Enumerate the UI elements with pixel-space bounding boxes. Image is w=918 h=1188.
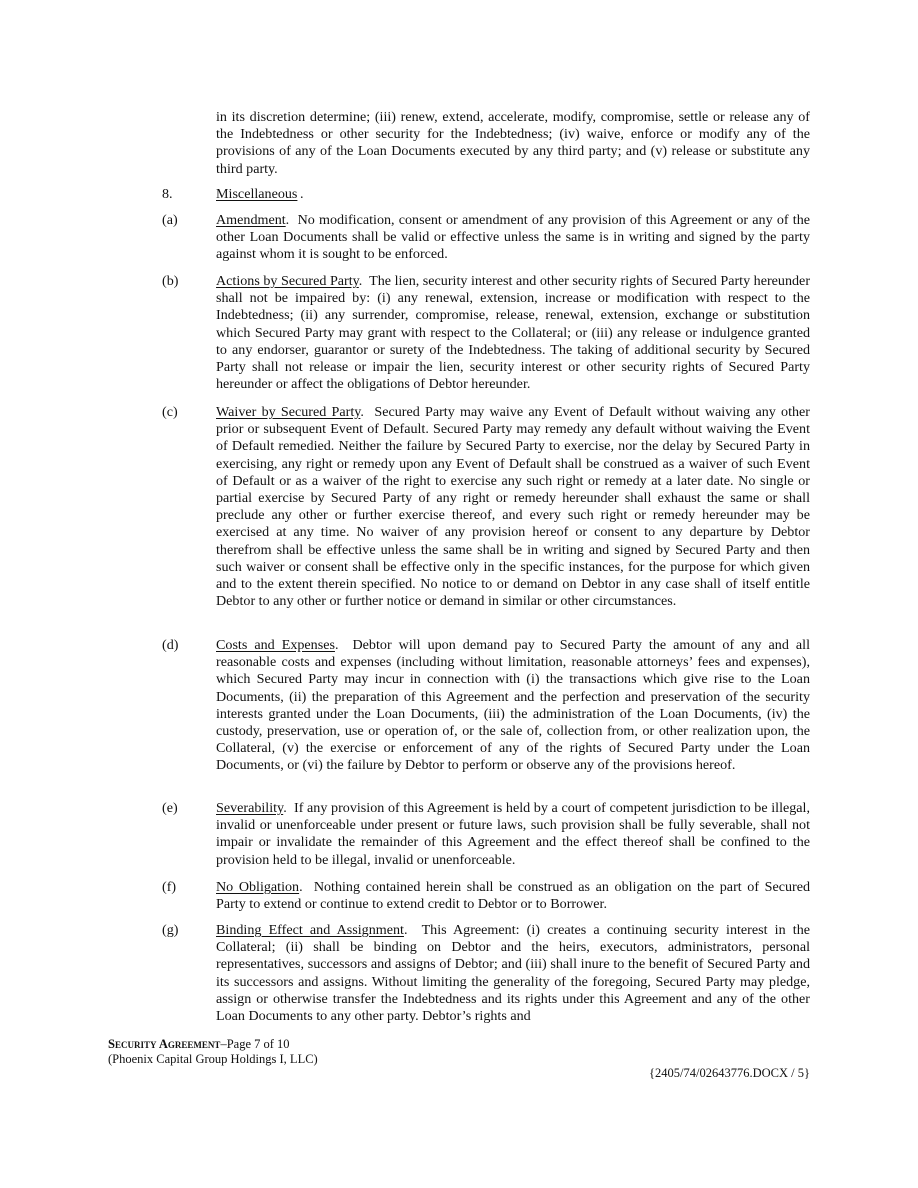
clause-e — [162, 800, 810, 869]
heading-period: . — [360, 404, 375, 420]
heading-period: . — [403, 922, 422, 938]
clause-heading: Severability — [216, 800, 284, 816]
clause-text: This Agreement: (i) creates a continuing security interest in the Collateral; (ii) shall be binding on Debtor and the heirs, executors, administrators, personal representatives, successors and assigns of Debtor; and (iii) shall inure to the benefit of Secured Party and its successors and assigns. Without limiting the generality of the foregoing, Secured Party may pledge, assign or otherwise transfer the Indebtedness and its rights under this Agreement and any of the other Loan Documents to any other party. Debtor’s rights and — [216, 922, 810, 1025]
clause-heading: Amendment — [216, 212, 286, 228]
clause-f — [162, 879, 810, 913]
clause-text: Nothing contained herein shall be construed as an obligation on the part of Secured Party to extend or continue to extend credit to Debtor or to Borrower. — [216, 879, 810, 913]
section-8-heading — [162, 186, 304, 203]
clause-label: (f) — [162, 879, 177, 895]
heading-period: . — [283, 800, 295, 816]
clause-label: (b) — [162, 273, 179, 289]
continuation-paragraph: in its discretion determine; (iii) renew, extend, accelerate, modify, compromise, settle or release any of the Indebtedness or other security for the Indebtedness; (iv) waive, enforce or modify any of the provisions of any of the Loan Documents executed by any third party; and (v) release or substitute any third party. — [216, 109, 810, 177]
section-number: 8. — [162, 186, 173, 202]
clause-b — [162, 273, 810, 393]
section-title-period: . — [300, 186, 304, 202]
clause-c — [162, 404, 810, 610]
footer-page-number: –Page 7 of 10 — [220, 1037, 290, 1051]
heading-period: . — [285, 212, 298, 228]
clause-d — [162, 637, 810, 775]
clause-label: (c) — [162, 404, 178, 420]
clause-heading: Waiver by Secured Party — [216, 404, 361, 420]
heading-period: . — [334, 637, 353, 653]
heading-period: . — [358, 273, 370, 289]
clause-text: The lien, security interest and other security rights of Secured Party hereunder shall not be impaired by: (i) any renewal, extension, increase or modification with respect to the Indebtedness; (ii) any surrender, compromise, release, renewal, extension, exchange or substitution which Secured Party may grant with respect to the Collateral; or (iii) any release or indulgence granted to any endorser, guarantor or surety of the Indebtedness. The taking of additional security by Secured Party shall not release or impair the lien, security interest or other security rights of Secured Party hereunder or affect the obligations of Debtor hereunder. — [216, 273, 811, 393]
clause-g — [162, 922, 810, 1025]
footer-document-id: {2405/74/02643776.DOCX / 5} — [649, 1066, 810, 1080]
clause-label: (a) — [162, 212, 178, 228]
clause-text: Secured Party may waive any Event of Default without waiving any other prior or subsequent Event of Default. Secured Party may remedy any default without waiving the Event of Default remedied. Neither the failure by Secured Party to exercise, nor the delay by Secured Party in exercising, any right or remedy upon any Event of Default shall be construed as a waiver of such Event of Default or as a waiver of the right to exercise any such right or remedy at a later date. No single or partial exercise by Secured Party of any right or remedy hereunder shall exhaust the same or shall preclude any other or further exercise thereof, and every such right or remedy hereunder may be exercised at any time. No waiver of any provision hereof or consent to any departure by Debtor therefrom shall be effective unless the same shall be in writing and signed by Secured Party and then such waiver or consent shall be effective only in the specific instances, for the purpose for which given and to the extent therein specified. No notice to or demand on Debtor in any case shall of itself entitle Debtor to any other or further notice or demand in similar or other circumstances. — [216, 404, 811, 610]
clause-heading: No Obligation — [216, 879, 300, 895]
clause-heading: Actions by Secured Party — [216, 273, 359, 289]
clause-label: (g) — [162, 922, 179, 938]
page-footer — [108, 1037, 318, 1067]
clause-heading: Costs and Expenses — [216, 637, 335, 653]
footer-party-name: (Phoenix Capital Group Holdings I, LLC) — [108, 1052, 318, 1066]
section-title: Miscellaneous — [216, 186, 298, 202]
clause-a — [162, 212, 810, 264]
clause-text: No modification, consent or amendment of any provision of this Agreement or any of the other Loan Documents shall be valid or effective unless the same is in writing and signed by the party against whom it is sought to be enforced. — [216, 212, 810, 263]
footer-doc-title: Security Agreement — [108, 1037, 221, 1051]
heading-period: . — [299, 879, 314, 895]
clause-text: If any provision of this Agreement is held by a court of competent jurisdiction to be illegal, invalid or unenforceable under present or future laws, such provision shall be fully severable, shall not impair or invalidate the remainder of this Agreement and the effect thereof shall be confined to the provision held to be illegal, invalid or unenforceable. — [216, 800, 810, 868]
clause-heading: Binding Effect and Assignment — [216, 922, 404, 938]
clause-text: Debtor will upon demand pay to Secured Party the amount of any and all reasonable costs and expenses (including without limitation, reasonable attorneys’ fees and expenses), which Secured Party may incur in connection with (i) the transactions which give rise to the Loan Documents, (ii) the preparation of this Agreement and the perfection and preservation of the security interests granted under the Loan Documents, (iii) the administration of the Loan Documents, (iv) the custody, preservation, use or operation of, or the sale of, collection from, or other realization upon, the Collateral, (v) the exercise or enforcement of any of the rights of Secured Party under the Loan Documents, or (vi) the failure by Debtor to perform or observe any of the provisions hereof. — [216, 637, 810, 774]
clause-label: (d) — [162, 637, 179, 653]
clause-label: (e) — [162, 800, 178, 816]
